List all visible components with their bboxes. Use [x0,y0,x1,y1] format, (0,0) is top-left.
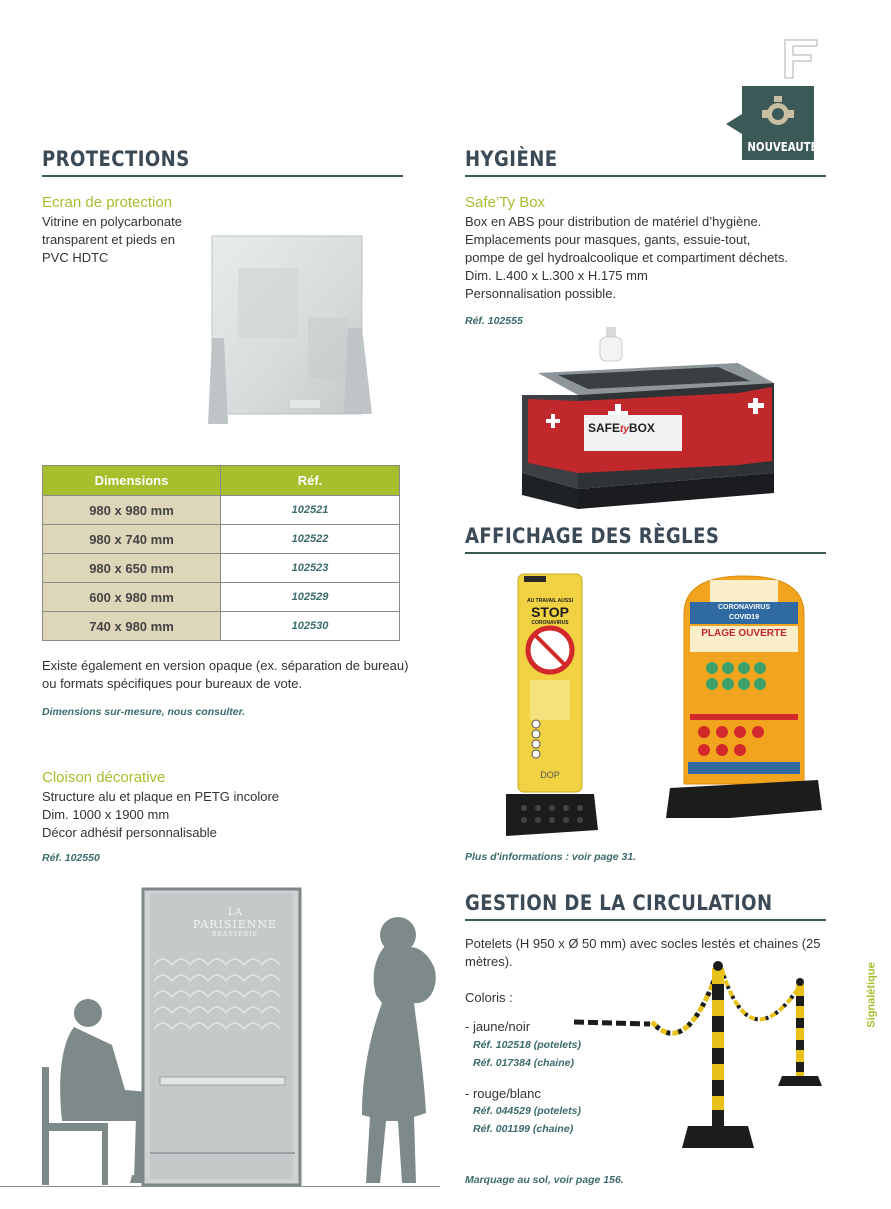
ecran-line: transparent et pieds en [42,232,175,247]
stop-totem-top-text: AU TRAVAIL AUSSI [527,598,573,604]
table-cell-dim: 740 x 980 mm [43,612,221,641]
hygiene-heading: HYGIÈNE [465,147,558,171]
table-cell-ref: 102522 [221,525,400,554]
ecran-description [42,213,212,267]
note-line: Existe également en version opaque (ex. séparation de bureau) [42,658,409,673]
safetybox-title: Safe’Ty Box [465,194,546,211]
protections-heading: PROTECTIONS [42,147,190,171]
cloison-line: Structure alu et plaque en PETG incolore [42,789,280,804]
beach-sign-main: PLAGE OUVERTE [701,628,787,639]
ecran-line: Vitrine en polycarbonate [42,214,182,229]
protections-rule [42,175,403,177]
new-badge [724,86,816,162]
safetybox-label-safe: SAFE [588,421,621,435]
marking-note-link[interactable]: Marquage au sol, voir page 156. [465,1174,624,1186]
option-ref: Réf. 102518 (potelets) [473,1039,581,1051]
beach-sign-image [664,574,824,830]
safetybox-label-ty: ty [620,424,629,435]
stop-totem-main-text: STOP [531,604,569,620]
safetybox-line: Box en ABS pour distribution de matériel d’hygiène. [465,214,762,229]
table-cell-ref: 102529 [221,583,400,612]
circulation-rule [465,919,826,921]
safetybox-line: pompe de gel hydroalcoolique et compartiment déchets. [465,250,789,265]
posts-chain-image [570,960,830,1160]
cloison-line: Décor adhésif personnalisable [42,825,217,840]
table-row [43,612,400,641]
new-badge-label: NOUVEAUTÉ [747,140,818,154]
more-info-link[interactable]: Plus d'informations : voir page 31. [465,851,637,863]
safetybox-image [518,323,778,511]
page-letter-mark [783,38,819,80]
table-cell-ref: 102523 [221,554,400,583]
cloison-logo-main: PARISIENNE [192,918,278,931]
stop-totem-sub-text: CORONAVIRUS [531,620,569,626]
circulation-line: Potelets (H 950 x Ø 50 mm) avec socles lestés et chaines (25 [465,936,821,951]
beach-sign-header-2: COVID19 [729,614,759,621]
safetybox-label-box: BOX [628,421,655,435]
table-cell-ref: 102530 [221,612,400,641]
safetybox-ref: Réf. 102555 [465,315,523,327]
table-cell-dim: 980 x 650 mm [43,554,221,583]
circulation-line: mètres). [465,954,513,969]
option-ref: Réf. 044529 (potelets) [473,1105,581,1117]
sidebar-tab-label: Signalétique [866,962,878,1028]
table-header-row [43,466,400,496]
table-cell-dim: 600 x 980 mm [43,583,221,612]
cloison-description [42,788,372,842]
stop-totem-image [500,572,600,840]
option-ref: Réf. 017384 (chaine) [473,1057,574,1069]
option-red-white: - rouge/blanc [465,1086,541,1101]
cloison-ref: Réf. 102550 [42,852,100,864]
table-row [43,554,400,583]
table-cell-dim: 980 x 980 mm [43,496,221,525]
table-cell-ref: 102521 [221,496,400,525]
safetybox-line: Emplacements pour masques, gants, essuie-tout, [465,232,751,247]
table-row [43,525,400,554]
note-line: ou formats spécifiques pour bureaux de vote. [42,676,303,691]
cloison-line: Dim. 1000 x 1900 mm [42,807,170,822]
custom-size-note: Dimensions sur-mesure, nous consulter. [42,706,246,718]
cloison-illustration [30,885,440,1190]
table-row [43,583,400,612]
dimensions-table [42,465,400,641]
option-ref: Réf. 001199 (chaine) [473,1123,574,1135]
option-yellow-black: - jaune/noir [465,1019,531,1034]
cloison-logo-sub: BRASSERIE [211,931,259,938]
cloison-title: Cloison décorative [42,769,166,786]
table-cell-dim: 980 x 740 mm [43,525,221,554]
hygiene-rule [465,175,826,177]
ecran-title: Ecran de protection [42,194,173,211]
safetybox-line: Personnalisation possible. [465,286,617,301]
floor-line [0,1186,440,1187]
circulation-heading: GESTION DE LA CIRCULATION [465,891,773,915]
table-header-dimensions: Dimensions [43,466,221,496]
safetybox-description [465,213,825,303]
affichage-rule [465,552,826,554]
stop-totem-brand: DOP [540,770,560,780]
opaque-version-note [42,657,422,693]
coloris-label: Coloris : [465,990,513,1005]
beach-sign-header-1: CORONAVIRUS [718,604,770,611]
sidebar-tab-signaletique[interactable] [862,950,882,1040]
affichage-heading: AFFICHAGE DES RÈGLES [465,524,720,548]
safetybox-line: Dim. L.400 x L.300 x H.175 mm [465,268,648,283]
protection-screen-image [198,228,398,438]
table-header-ref: Réf. [221,466,400,496]
table-row [43,496,400,525]
cloison-logo [185,907,285,938]
ecran-line: PVC HDTC [42,250,109,265]
safetybox-label [588,421,655,435]
cloison-logo-top: LA [228,907,242,918]
